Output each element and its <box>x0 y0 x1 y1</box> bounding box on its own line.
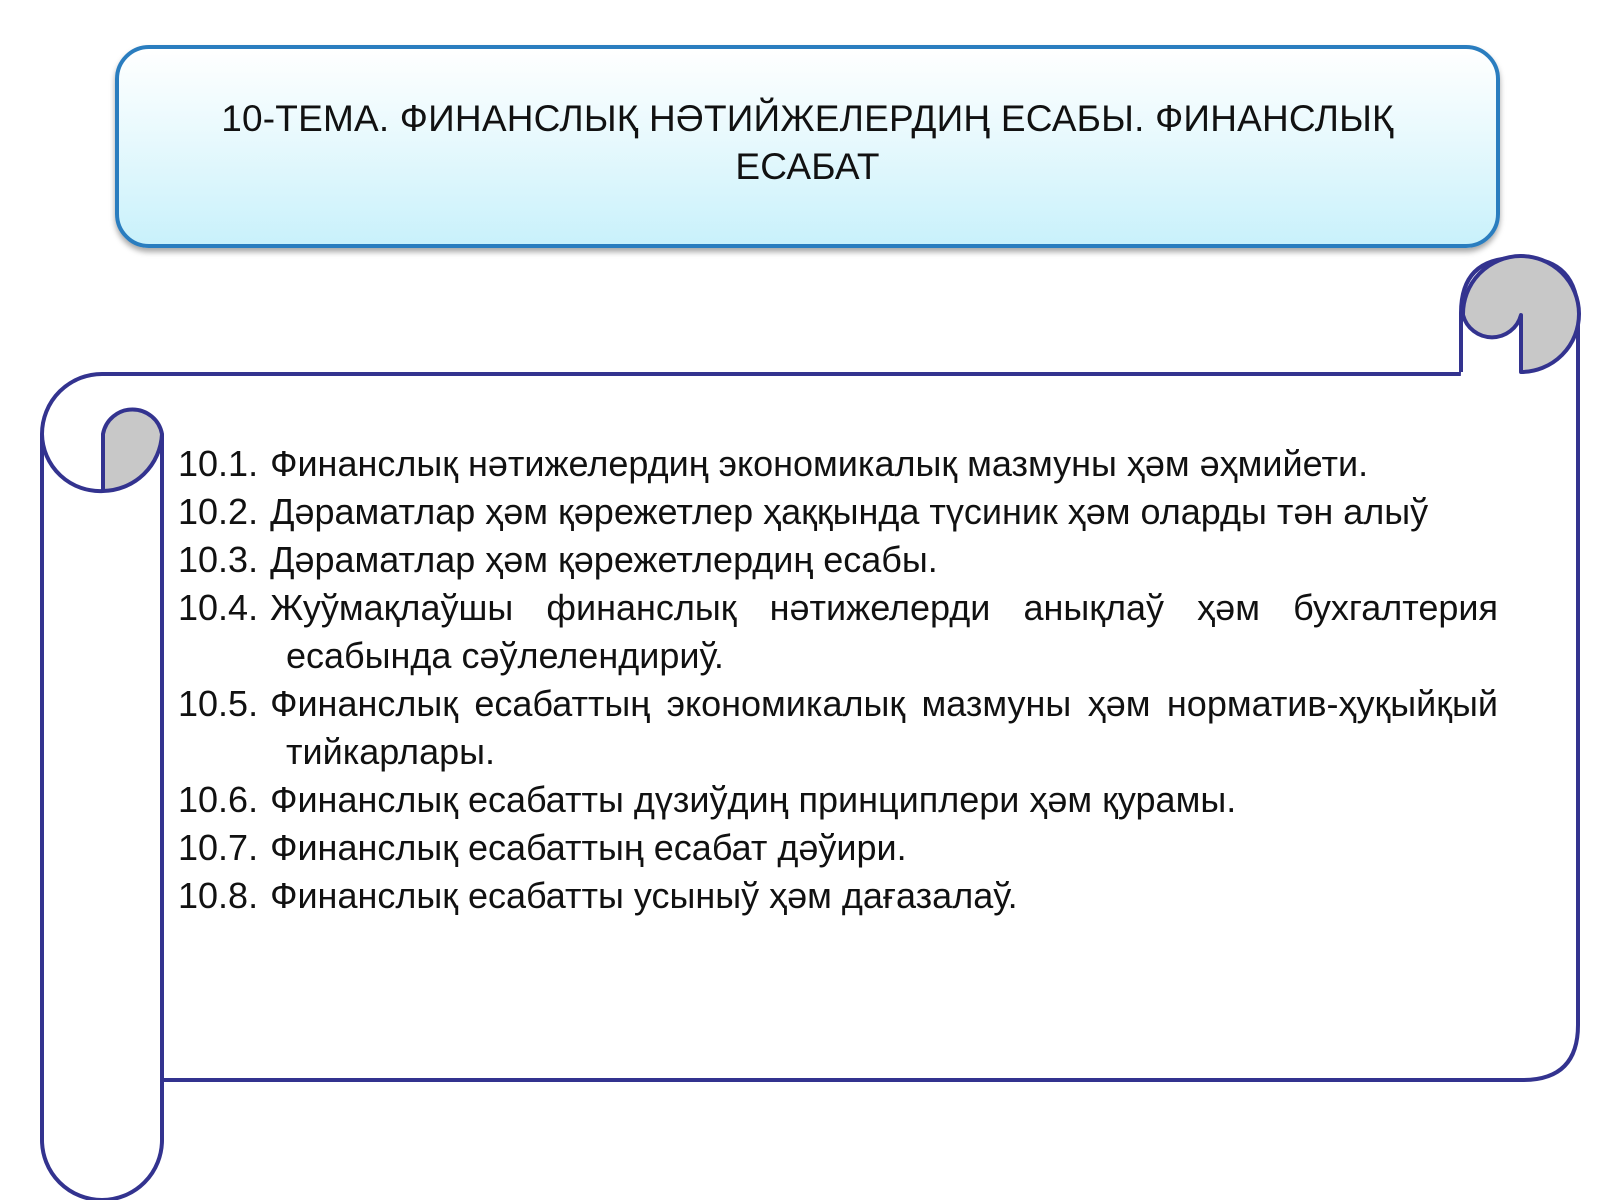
list-item <box>178 440 1498 488</box>
item-number: 10.7. <box>178 827 259 868</box>
list-item <box>178 536 1498 584</box>
item-text: Финанслық есабаттың экономикалық мазмуны ҳәм норматив-ҳуқыйқый тийкарлары. <box>270 683 1498 772</box>
list-item <box>178 824 1498 872</box>
topic-title: 10-ТЕМА. ФИНАНСЛЫҚ НӘТИЙЖЕЛЕРДИҢ ЕСАБЫ. ФИНАНСЛЫҚ ЕСАБАТ <box>221 97 1394 187</box>
item-text: Жуўмақлаўшы финанслық нәтижелерди анықлаў ҳәм бухгалтерия есабында сәўлелендириў. <box>270 587 1498 676</box>
item-number: 10.1. <box>178 443 259 484</box>
list-item <box>178 680 1498 776</box>
list-item <box>178 776 1498 824</box>
item-number: 10.2. <box>178 491 259 532</box>
item-text: Дәраматлар ҳәм қәрежетлер ҳаққында түсиник ҳәм оларды тән алыў <box>270 491 1429 532</box>
topic-items-list <box>178 440 1498 920</box>
item-number: 10.3. <box>178 539 259 580</box>
item-number: 10.5. <box>178 683 259 724</box>
item-text: Финанслық есабатты усыныў ҳәм дағазалаў. <box>270 875 1018 916</box>
item-number: 10.4. <box>178 587 259 628</box>
item-text: Дәраматлар ҳәм қәрежетлердиң есабы. <box>270 539 938 580</box>
item-number: 10.6. <box>178 779 259 820</box>
item-text: Финанслық есабатты дүзиўдиң принциплери ҳәм қурамы. <box>270 779 1237 820</box>
item-number: 10.8. <box>178 875 259 916</box>
list-item <box>178 584 1498 680</box>
list-item <box>178 488 1498 536</box>
item-text: Финанслық есабаттың есабат дәўири. <box>270 827 907 868</box>
list-item <box>178 872 1498 920</box>
item-text: Финанслық нәтижелердиң экономикалық мазмуны ҳәм әҳмийети. <box>270 443 1369 484</box>
